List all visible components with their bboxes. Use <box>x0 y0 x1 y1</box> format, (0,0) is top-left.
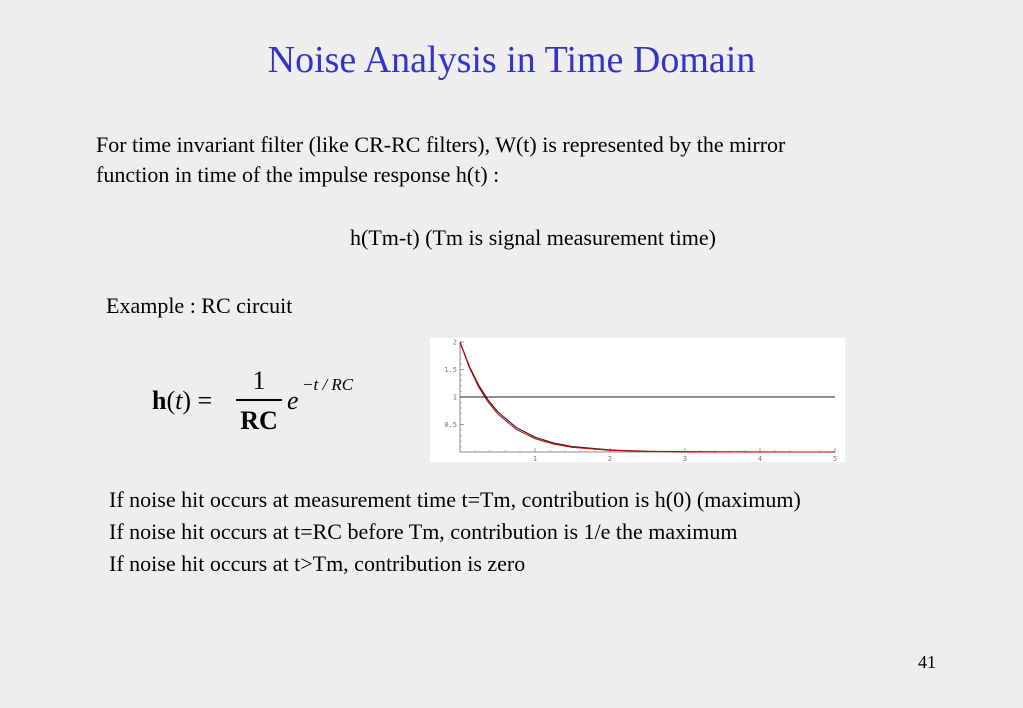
x-tick-label: 2 <box>607 455 613 462</box>
decay-plot-svg <box>430 338 845 462</box>
x-tick-label: 5 <box>832 455 838 462</box>
conclusion-list <box>109 484 801 580</box>
impulse-response-equation <box>152 365 392 445</box>
equation-lhs <box>152 386 212 416</box>
equation-equals: = <box>197 386 213 415</box>
conclusion-item-3: If noise hit occurs at t>Tm, contribution is zero <box>109 551 526 576</box>
equation-close-paren: ) <box>182 386 192 415</box>
conclusion-item-2: If noise hit occurs at t=RC before Tm, contribution is 1/e the maximum <box>109 519 738 544</box>
y-tick-label: 1 <box>452 393 457 402</box>
x-tick-label: 4 <box>757 455 763 462</box>
equation-denominator: RC <box>240 406 278 435</box>
y-tick-label: 1.5 <box>444 366 457 374</box>
intro-line-1: For time invariant filter (like CR-RC filters), W(t) is represented by the mirror <box>96 132 786 157</box>
example-label: Example : RC circuit <box>106 293 293 318</box>
equation-fraction <box>236 365 282 437</box>
equation-var-t: t <box>175 386 183 415</box>
equation-numerator: 1 <box>252 366 266 395</box>
x-tick-label: 1 <box>532 455 538 462</box>
intro-paragraph <box>96 130 936 190</box>
fraction-bar <box>236 399 282 401</box>
equation-base: e <box>287 386 299 415</box>
equation-exponent: −t / RC <box>302 375 354 394</box>
decay-plot <box>430 338 845 462</box>
y-tick-label: 2 <box>452 338 457 347</box>
conclusion-item-1: If noise hit occurs at measurement time t=Tm, contribution is h(0) (maximum) <box>109 487 801 512</box>
measurement-formula: h(Tm-t) (Tm is signal measurement time) <box>350 225 716 250</box>
intro-line-2: function in time of the impulse response h(t) : <box>96 162 500 187</box>
y-tick-label: 0.5 <box>444 421 457 429</box>
x-tick-label: 3 <box>682 455 688 462</box>
equation-open-paren: ( <box>166 386 176 415</box>
slide-title: Noise Analysis in Time Domain <box>267 39 756 81</box>
page-number: 41 <box>918 652 936 672</box>
equation-h: h <box>152 386 167 415</box>
